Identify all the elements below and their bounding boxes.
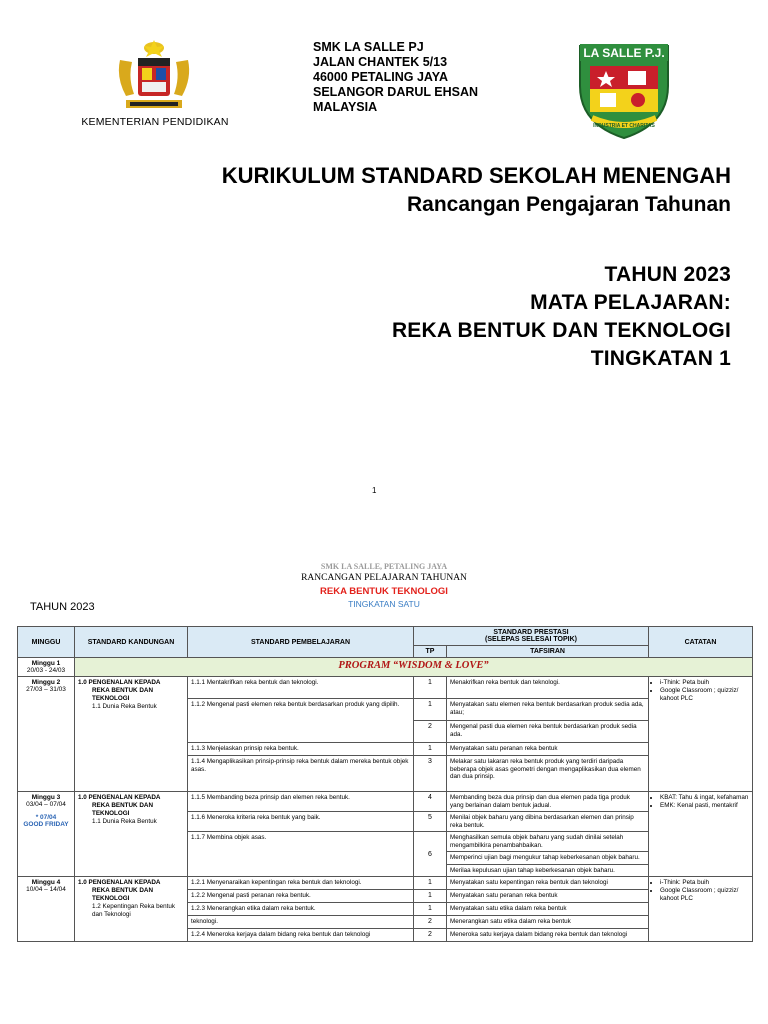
week-label: Minggu 1 [31, 660, 61, 667]
tafsiran-cell [447, 832, 649, 877]
sp-cell: 1.1.1 Mentakrifkan reka bentuk dan teknologi. [188, 677, 414, 699]
page-number: 1 [372, 486, 377, 495]
catatan-cell [649, 877, 753, 942]
page2-school: SMK LA SALLE, PETALING JAYA [320, 562, 448, 571]
sk-line: 1.0 PENGENALAN KEPADA [78, 794, 161, 801]
sk-subtopic: 1.1 Dunia Reka Bentuk [92, 818, 157, 825]
table-header-row [18, 627, 753, 646]
catatan-item: • Google Classroom ; quizziz/ kahoot PLC [660, 887, 749, 903]
sk-line: TEKNOLOGI [92, 895, 130, 902]
tafsiran-cell: Menyatakan satu kepentingan reka bentuk dan teknologi [447, 877, 649, 890]
catatan-cell [649, 792, 753, 877]
address-line: JALAN CHANTEK 5/13 [313, 55, 448, 69]
tp-cell: 4 [414, 792, 447, 812]
address-line: SELANGOR DARUL EHSAN [313, 85, 479, 99]
table-row [18, 792, 753, 812]
tp-cell: 3 [414, 756, 447, 792]
standard-kandungan-cell [75, 877, 188, 942]
sp-cell: 1.1.3 Menjelaskan prinsip reka bentuk. [188, 743, 414, 756]
sp-cell: 1.1.4 Mengaplikasikan prinsip-prinsip reka bentuk dalam mereka bentuk objek asas. [188, 756, 414, 792]
header-prestasi-sub: (SELEPAS SELESAI TOPIK) [485, 636, 577, 643]
svg-text:INDUSTRIA ET CHARITAS: INDUSTRIA ET CHARITAS [593, 123, 655, 129]
tp-cell: 2 [414, 929, 447, 942]
tp-cell: 2 [414, 721, 447, 743]
sk-line: 1.0 PENGENALAN KEPADA [78, 879, 161, 886]
header-minggu: MINGGU [18, 627, 75, 658]
tafsiran-cell: Meneroka satu kerjaya dalam bidang reka bentuk dan teknologi [447, 929, 649, 942]
header-standard-pembelajaran: STANDARD PEMBELAJARAN [188, 627, 414, 658]
tafsiran-cell: Menyatakan satu etika dalam reka bentuk [447, 903, 649, 916]
tafsiran-cell: Menilai objek baharu yang dibina berdasarkan elemen dan prinsip reka bentuk. [447, 812, 649, 832]
subject-name: REKA BENTUK DAN TEKNOLOGI [391, 319, 731, 342]
address-line: SMK LA SALLE PJ [313, 40, 424, 54]
tafsiran-line: Menghasilkan semula objek baharu yang sudah dinilai setelah mengambilkira penambahbaikan. [447, 832, 648, 852]
week-dates: 03/04 – 07/04 [26, 801, 66, 808]
holiday-date: * 07/04 [35, 814, 57, 821]
sp-cell: 1.1.2 Mengenal pasti elemen reka bentuk berdasarkan produk yang dipilih. [188, 699, 414, 743]
tafsiran-cell: Mengenal pasti dua elemen reka bentuk berdasarkan produk sedia ada. [447, 721, 649, 743]
header-tp: TP [414, 646, 447, 658]
header-standard-prestasi [414, 627, 649, 646]
week-cell [18, 792, 75, 877]
catatan-item: • i-Think: Peta buih [660, 679, 749, 687]
sk-line: TEKNOLOGI [92, 695, 130, 702]
sk-subtopic: 1.2 Kepentingan Reka bentuk dan Teknologi [92, 903, 175, 918]
tafsiran-cell: Menakrifkan reka bentuk dan teknologi. [447, 677, 649, 699]
week-label: Minggu 2 [31, 679, 61, 686]
standard-kandungan-cell [75, 792, 188, 877]
tp-cell: 1 [414, 677, 447, 699]
tp-cell: 6 [414, 832, 447, 877]
school-address [313, 40, 478, 115]
page2-plan-title: RANCANGAN PELAJARAN TAHUNAN [301, 573, 467, 583]
holiday-name: GOOD FRIDAY [23, 821, 69, 828]
table-row [18, 877, 753, 890]
tafsiran-cell: Menyatakan satu peranan reka bentuk [447, 743, 649, 756]
sp-cell: 1.1.5 Membanding beza prinsip dan elemen reka bentuk. [188, 792, 414, 812]
header-prestasi-title: STANDARD PRESTASI [493, 629, 569, 636]
page2-subject: REKA BENTUK TEKNOLOGI [320, 586, 448, 597]
cover-info [392, 261, 731, 373]
week-label: Minggu 3 [31, 794, 61, 801]
address-line: 46000 PETALING JAYA [313, 70, 449, 84]
sk-subtopic: 1.1 Dunia Reka Bentuk [92, 703, 157, 710]
document-subtitle: Rancangan Pengajaran Tahunan [406, 193, 731, 216]
tafsiran-line: Merilaa kepulusan ujian tahap keberkesanan objek baharu. [450, 866, 615, 874]
sk-line: 1.0 PENGENALAN KEPADA [78, 679, 161, 686]
catatan-item: • i-Think: Peta buih [660, 879, 749, 887]
sk-line: REKA BENTUK DAN [92, 887, 153, 894]
sp-cell: 1.2.4 Meneroka kerjaya dalam bidang reka bentuk dan teknologi [188, 929, 414, 942]
form-level: TINGKATAN 1 [590, 347, 731, 370]
tafsiran-cell: Menyatakan satu peranan reka bentuk [447, 890, 649, 903]
sp-cell: 1.2.2 Mengenal pasti peranan reka bentuk. [188, 890, 414, 903]
table-row [18, 658, 753, 677]
page2-year: TAHUN 2023 [30, 601, 95, 613]
header-standard-kandungan: STANDARD KANDUNGAN [75, 627, 188, 658]
standard-kandungan-cell [75, 677, 188, 792]
ministry-label: KEMENTERIAN PENDIDIKAN [81, 116, 229, 128]
tafsiran-cell: Menyatakan satu elemen reka bentuk berdasarkan produk sedia ada, atau; [447, 699, 649, 721]
week-cell [18, 877, 75, 942]
tp-cell: 1 [414, 699, 447, 721]
tafsiran-cell: Menerangkan satu etika dalam reka bentuk [447, 916, 649, 929]
tp-cell: 1 [414, 743, 447, 756]
week-dates: 10/04 – 14/04 [26, 886, 66, 893]
sp-cell: 1.2.1 Menyenaraikan kepentingan reka bentuk dan teknologi. [188, 877, 414, 890]
week-cell [18, 677, 75, 792]
sk-line: REKA BENTUK DAN [92, 802, 153, 809]
catatan-item: • Google Classroom ; quizziz/ kahoot PLC [660, 687, 749, 703]
tafsiran-cell: Melakar satu lakaran reka bentuk produk yang terdiri daripada beberapa objek asas geometri dengan mengaplikasikan dua elemen dan dua prinsip. [447, 756, 649, 792]
header-catatan: CATATAN [649, 627, 753, 658]
week-cell [18, 658, 75, 677]
week-dates: 27/03 – 31/03 [26, 686, 66, 693]
page2-form: TINGKATAN SATU [348, 599, 420, 609]
tafsiran-line: Memperinci ujian bagi mengukur tahap keberkesanan objek baharu. [447, 852, 648, 865]
week-label: Minggu 4 [31, 879, 61, 886]
tafsiran-cell: Membanding beza dua prinsip dan dua elemen pada tiga produk yang berlainan dalam bentuk jadual. [447, 792, 649, 812]
program-banner: PROGRAM “WISDOM & LOVE” [75, 658, 753, 677]
table-row [18, 677, 753, 699]
cover-year: TAHUN 2023 [604, 263, 731, 286]
tp-cell: 1 [414, 903, 447, 916]
tp-cell: 1 [414, 890, 447, 903]
header-tafsiran: TAFSIRAN [447, 646, 649, 658]
sk-line: REKA BENTUK DAN [92, 687, 153, 694]
coat-of-arms-logo [112, 38, 196, 116]
school-badge-logo [576, 40, 672, 140]
tp-cell: 5 [414, 812, 447, 832]
sp-cell: 1.1.6 Meneroka kriteria reka bentuk yang baik. [188, 812, 414, 832]
badge-banner: LA SALLE P.J. [583, 46, 665, 60]
tp-cell: 2 [414, 916, 447, 929]
lesson-plan-table [17, 626, 753, 942]
sp-cell: teknologi. [188, 916, 414, 929]
catatan-item: • KBAT: Tahu & ingat, kefahaman [660, 794, 749, 802]
tp-cell: 1 [414, 877, 447, 890]
catatan-item: • EMK: Kenal pasti, mentakrif [660, 802, 749, 810]
week-dates: 20/03 - 24/03 [26, 667, 66, 674]
sk-line: TEKNOLOGI [92, 810, 130, 817]
address-line: MALAYSIA [313, 100, 378, 114]
document-title: KURIKULUM STANDARD SEKOLAH MENENGAH [221, 163, 731, 188]
sp-cell: 1.2.3 Menerangkan etika dalam reka bentuk. [188, 903, 414, 916]
sp-cell: 1.1.7 Membina objek asas. [188, 832, 414, 877]
subject-label: MATA PELAJARAN: [530, 291, 731, 314]
catatan-cell [649, 677, 753, 792]
